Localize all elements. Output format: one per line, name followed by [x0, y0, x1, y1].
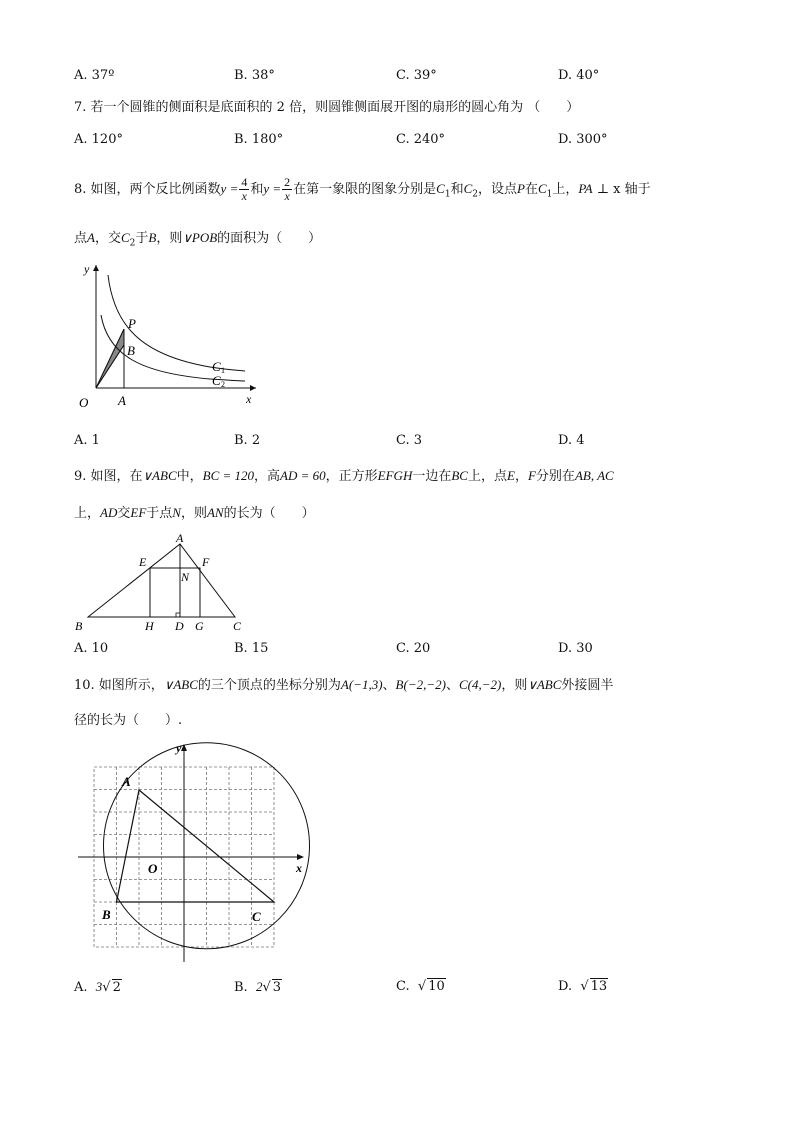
q9-option-c: C. 20 — [396, 641, 431, 656]
q9-fig-c: C — [233, 619, 242, 633]
q8-l2-c2: C — [120, 230, 130, 245]
q10-fig-a: A — [122, 774, 131, 789]
q9-l1-ad: AD = 60 — [280, 468, 326, 483]
q8-p: P — [517, 181, 525, 196]
q6-option-a: A. 37º — [74, 68, 115, 83]
q9-l1-bc: BC = 120 — [202, 468, 255, 483]
q9-l1-E: E — [507, 468, 515, 483]
q9-l1c: ，高 — [254, 469, 281, 484]
q8-fraction-1 — [239, 176, 249, 203]
q10-fig-x: x — [296, 861, 302, 875]
q8-option-b: B. 2 — [234, 433, 261, 448]
q6-option-b: B. 38° — [234, 68, 275, 83]
q10-l1a: 10. 如图所示， — [74, 678, 164, 693]
q8-fraction-2 — [282, 176, 292, 203]
q8-l2d: ，则 — [156, 231, 183, 246]
q9-l2-an: AN — [206, 505, 224, 520]
q9-fig-d: D — [175, 619, 184, 633]
q10-l1b: 的三个顶点的坐标分别为 — [197, 678, 341, 693]
q8-f1-den: x — [241, 189, 247, 203]
q8-y1: y = — [220, 181, 239, 196]
q8-fig-p: P — [128, 316, 136, 331]
q8-fig-a: A — [118, 393, 126, 408]
q10-opt-b-coef: 2 — [255, 979, 263, 994]
q8-l2e: 的面积为（ ） — [217, 231, 322, 246]
q9-l1e: 一边在 — [412, 469, 452, 484]
q10-l1-sep1: 、 — [382, 678, 396, 693]
q9-l1-abac: AB, AC — [574, 468, 614, 483]
q9-l1-bc2: BC — [451, 468, 468, 483]
q8-c2-sub: 2 — [472, 189, 478, 200]
q10-option-d — [558, 978, 608, 996]
q10-opt-d-rad: 13 — [590, 979, 608, 994]
q8-f1-num: 4 — [241, 175, 248, 189]
q9-fig-a: A — [176, 531, 184, 545]
q9-l1h: 分别在 — [535, 469, 575, 484]
q8-fig-c1s: 1 — [221, 366, 225, 375]
q10-fig-y: y — [176, 741, 182, 755]
q8-c1b: C — [537, 181, 547, 196]
q8-option-a: A. 1 — [74, 433, 100, 448]
q8-l2c: 于 — [135, 231, 149, 246]
q9-fig-n: N — [181, 570, 190, 584]
sqrt-icon: √ — [417, 979, 427, 994]
q10-opt-c-rad: 10 — [428, 979, 445, 994]
q9-l2a: 上， — [74, 506, 101, 521]
q8-middle: 在第一象限的图象分别是 — [293, 182, 437, 197]
q9-l1g: ， — [514, 469, 528, 484]
q8-l2-A: A — [87, 230, 95, 245]
q8-y2: y = — [263, 181, 282, 196]
q9-fig-b: B — [75, 619, 83, 633]
q9-fig-f: F — [202, 555, 210, 569]
q9-l1f: 上，点 — [467, 469, 507, 484]
q9-figure — [70, 528, 260, 636]
q9-l2-N: N — [172, 505, 181, 520]
q8-prefix: 8. 如图，两个反比例函数 — [74, 182, 221, 197]
q8-fig-c2s: 2 — [221, 380, 225, 389]
q10-l1-tri2: ∨ABC — [527, 677, 562, 692]
q10-fig-o: O — [148, 861, 158, 876]
q9-l2c: 于点 — [146, 506, 173, 521]
q10-l1-C: C(4,−2) — [458, 677, 502, 692]
q10-l1-A: A(−1,3) — [340, 677, 383, 692]
q7-option-d: D. 300° — [558, 132, 608, 147]
q10-option-a — [74, 978, 122, 997]
q9-l1b: 中， — [176, 469, 203, 484]
q8-l2a: 点 — [74, 231, 88, 246]
q10-fig-c: C — [252, 909, 261, 924]
q8-f2-num: 2 — [284, 175, 291, 189]
q9-fig-h: H — [145, 619, 154, 633]
q9-option-d: D. 30 — [558, 641, 593, 656]
q9-l1-tri: ∨ABC — [142, 468, 177, 483]
q8-and: 和 — [250, 182, 264, 197]
q8-and2: 和 — [450, 182, 464, 197]
q8-set: ，设点 — [478, 182, 518, 197]
q8-option-c: C. 3 — [396, 433, 423, 448]
q9-option-b: B. 15 — [234, 641, 269, 656]
q10-opt-b-label: B. — [234, 980, 248, 995]
q10-l1-sep2: 、 — [445, 678, 459, 693]
q6-option-d: D. 40° — [558, 68, 600, 83]
sqrt-icon: √ — [580, 979, 589, 994]
q8-fig-y: y — [84, 262, 90, 276]
q8-figure — [70, 255, 270, 415]
q9-line1 — [74, 467, 614, 486]
q8-pa: PA — [578, 181, 593, 196]
q7-option-b: B. 180° — [234, 132, 284, 147]
q9-l2b: 交 — [117, 506, 131, 521]
q8-c2: C — [463, 181, 473, 196]
q8-f2-den: x — [284, 189, 290, 203]
q8-fig-o: O — [79, 395, 89, 410]
q8-c1: C — [436, 181, 445, 196]
q9-fig-g: G — [195, 619, 204, 633]
q10-opt-a-label: A. — [74, 980, 88, 995]
sqrt-icon: √ — [102, 980, 111, 995]
q8-fig-b: B — [127, 343, 135, 358]
q7-text: 7. 若一个圆锥的侧面积是底面积的 2 倍，则圆锥侧面展开图的扇形的圆心角为 （ ） — [74, 100, 580, 115]
q7-option-c: C. 240° — [396, 132, 446, 147]
q8-l2-tri: ∨POB — [182, 230, 218, 245]
q8-fig-x: x — [246, 392, 252, 406]
q10-option-b — [234, 978, 282, 997]
q10-opt-b-rad: 3 — [272, 980, 282, 995]
q8-fig-c2: C — [212, 373, 221, 388]
q8-fig-c1: C — [212, 359, 221, 374]
q10-figure — [70, 738, 320, 963]
q10-line2: 径的长为（ ）. — [74, 713, 183, 728]
q8-l2-B: B — [148, 230, 157, 245]
q8-line1 — [74, 176, 651, 204]
q8-l2-c2sub: 2 — [129, 238, 136, 249]
q8-c1-sub: 1 — [444, 189, 451, 200]
q9-line2 — [74, 504, 315, 523]
q10-opt-c-label: C. — [396, 979, 410, 994]
q9-l1-F: F — [527, 468, 536, 483]
sqrt-icon: √ — [262, 980, 271, 995]
q10-option-c — [396, 978, 446, 996]
q8-up: 上， — [552, 182, 579, 197]
q8-perp: ⊥ x 轴于 — [592, 182, 651, 197]
q8-option-d: D. 4 — [558, 433, 585, 448]
q9-option-a: A. 10 — [74, 641, 109, 656]
q10-l1-tri: ∨ABC — [163, 677, 198, 692]
q9-l2-ad: AD — [100, 505, 118, 520]
q10-line1 — [74, 676, 613, 695]
q9-fig-e: E — [139, 555, 147, 569]
q8-line2 — [74, 229, 321, 253]
q8-l2b: ，交 — [94, 231, 121, 246]
q9-l1d: ，正方形 — [325, 469, 378, 484]
q10-opt-a-coef: 3 — [95, 979, 103, 994]
q10-l1-B: B(−2,−2) — [395, 677, 446, 692]
q9-l2e: 的长为（ ） — [223, 506, 315, 521]
q10-fig-b: B — [102, 907, 111, 922]
q8-c1b-sub: 1 — [546, 189, 553, 200]
q9-l2-ef: EF — [130, 505, 147, 520]
q10-opt-d-label: D. — [558, 979, 573, 994]
q7-option-a: A. 120° — [74, 132, 123, 147]
q9-l2d: ，则 — [180, 506, 207, 521]
q10-l1c: ，则 — [501, 678, 528, 693]
q9-l1a: 9. 如图，在 — [74, 469, 143, 484]
q6-option-c: C. 39° — [396, 68, 437, 83]
q10-opt-a-rad: 2 — [112, 980, 121, 995]
q9-l1-efgh: EFGH — [377, 468, 413, 483]
q10-l1d: 外接圆半 — [561, 678, 614, 693]
q8-on: 在 — [524, 182, 538, 197]
